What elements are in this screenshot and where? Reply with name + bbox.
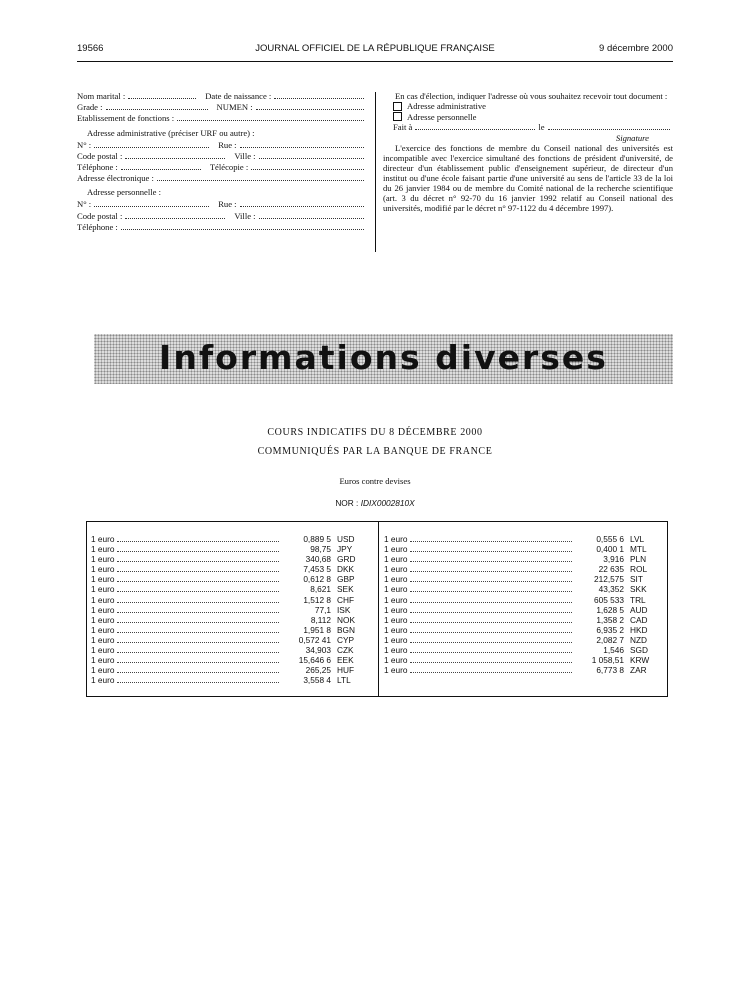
rate-leader (117, 612, 279, 613)
ville2-label: Ville : (234, 210, 256, 221)
rue1-label: Rue : (218, 139, 237, 150)
le-field[interactable] (548, 129, 670, 130)
page-header (77, 43, 673, 59)
rate-row (91, 605, 363, 615)
rate-value: 1,951 8 (303, 624, 331, 635)
rate-value: 605 533 (594, 594, 624, 605)
rate-leader (410, 652, 572, 653)
rate-value: 265,25 (305, 665, 331, 676)
option-perso[interactable] (383, 112, 673, 123)
rate-currency: ZAR (630, 665, 647, 676)
nom-marital-label: Nom marital : (77, 91, 126, 101)
rate-label: 1 euro (384, 655, 408, 666)
rate-leader (117, 571, 279, 572)
table-divider (378, 522, 379, 696)
rate-leader (410, 662, 572, 663)
rate-label: 1 euro (91, 624, 115, 635)
rate-row (384, 544, 656, 554)
rate-leader (117, 541, 279, 542)
rue2-field[interactable] (240, 206, 364, 207)
rate-leader (410, 672, 572, 673)
option-admin-label: Adresse administrative (407, 101, 486, 112)
rate-leader (410, 642, 572, 643)
nor-code: IDIX0002810X (360, 498, 415, 508)
rate-currency: ROL (630, 564, 648, 575)
rate-label: 1 euro (384, 584, 408, 595)
form-row-email (77, 173, 367, 184)
rate-leader (117, 602, 279, 603)
rate-value: 43,352 (598, 584, 624, 595)
rate-label: 1 euro (384, 645, 408, 656)
rate-value: 0,400 1 (596, 544, 624, 555)
rate-leader (410, 632, 572, 633)
rate-currency: NZD (630, 634, 648, 645)
form-row-no1 (77, 140, 367, 151)
numen-label: NUMEN : (216, 102, 253, 113)
rate-value: 0,889 5 (303, 534, 331, 544)
signature-label: Signature (615, 133, 649, 143)
etablissement-label: Etablissement de fonctions : (77, 113, 175, 124)
grade-label: Grade : (77, 102, 103, 113)
rate-leader (117, 622, 279, 623)
rate-leader (117, 591, 279, 592)
rate-label: 1 euro (384, 614, 408, 625)
rate-leader (117, 682, 279, 683)
rate-currency: AUD (630, 604, 648, 615)
rate-currency: HUF (337, 665, 355, 676)
rate-leader (410, 571, 572, 572)
rate-currency: ISK (337, 604, 351, 615)
rate-label: 1 euro (384, 534, 408, 544)
rate-label: 1 euro (384, 564, 408, 575)
rate-row (91, 645, 363, 655)
rate-leader (117, 672, 279, 673)
nor-line (77, 498, 673, 508)
code-postal1-field[interactable] (125, 158, 225, 159)
fait-a-label: Fait à (393, 122, 413, 132)
rate-currency: GRD (337, 554, 356, 565)
form-row-cp1 (77, 151, 367, 162)
banner-title: Informations diverses (159, 338, 608, 377)
checkbox-admin[interactable] (393, 102, 402, 111)
rate-leader (410, 551, 572, 552)
rate-row (384, 605, 656, 615)
rate-currency: CYP (337, 634, 355, 645)
form-row-grade (77, 102, 367, 113)
rate-row (384, 564, 656, 574)
rate-row (384, 595, 656, 605)
rate-currency: CZK (337, 645, 354, 656)
option-perso-label: Adresse personnelle (407, 111, 477, 122)
rate-currency: JPY (337, 544, 353, 555)
le-label: le (538, 122, 545, 132)
rate-currency: USD (337, 534, 355, 544)
rate-label: 1 euro (91, 554, 115, 565)
fait-a-field[interactable] (415, 129, 535, 130)
no1-field[interactable] (94, 147, 209, 148)
rate-value: 8,112 (310, 614, 331, 625)
rate-leader (117, 581, 279, 582)
rate-leader (410, 581, 572, 582)
rate-label: 1 euro (91, 544, 115, 555)
rue2-label: Rue : (218, 199, 237, 210)
rate-row (91, 655, 363, 665)
rate-value: 1,512 8 (303, 594, 331, 605)
rate-row (384, 635, 656, 645)
rate-row (384, 574, 656, 584)
date-naissance-label: Date de naissance : (205, 91, 272, 101)
rate-leader (410, 602, 572, 603)
rate-row (384, 584, 656, 594)
rate-value: 340,68 (305, 554, 331, 565)
rate-label: 1 euro (91, 645, 115, 656)
rate-row (91, 615, 363, 625)
rate-value: 3,558 4 (303, 675, 331, 686)
election-intro: En cas d'élection, indiquer l'adresse où vous souhaitez recevoir tout document : (395, 91, 668, 101)
rate-row (384, 615, 656, 625)
ville1-label: Ville : (234, 150, 256, 161)
telecopie-label: Télécopie : (209, 161, 249, 172)
rate-value: 34,903 (305, 645, 331, 656)
form-row-cp2 (77, 211, 367, 222)
code-postal2-label: Code postal : (77, 210, 123, 221)
rate-row (91, 554, 363, 564)
rate-currency: CAD (630, 614, 648, 625)
rate-label: 1 euro (91, 604, 115, 615)
rate-value: 77,1 (314, 604, 331, 615)
rate-row (384, 645, 656, 655)
rate-row (91, 584, 363, 594)
rate-currency: EEK (337, 655, 354, 666)
ville2-field[interactable] (259, 218, 364, 219)
rate-currency: LVL (630, 534, 645, 544)
ville1-field[interactable] (259, 158, 364, 159)
date-naissance-field[interactable] (274, 98, 364, 99)
rate-value: 1,628 5 (596, 604, 624, 615)
rate-value: 1 058,51 (591, 655, 624, 666)
section-banner (94, 334, 673, 384)
journal-title: JOURNAL OFFICIEL DE LA RÉPUBLIQUE FRANÇAISE (255, 43, 495, 54)
rate-value: 7,453 5 (303, 564, 331, 575)
rate-row (91, 544, 363, 554)
rate-currency: TRL (630, 594, 646, 605)
rate-value: 0,612 8 (303, 574, 331, 585)
rate-leader (410, 561, 572, 562)
adresse-perso-title: Adresse personnelle : (87, 187, 161, 198)
rate-row (91, 665, 363, 675)
rate-label: 1 euro (384, 634, 408, 645)
option-admin[interactable] (383, 101, 673, 112)
numen-field[interactable] (256, 109, 364, 110)
form-row-tel2 (77, 222, 367, 233)
incompatibility-notice: L'exercice des fonctions de membre du Conseil national des universités est incompatible avec l'exercice simultané des fonctions de président d'université, de directeur d'un établissement public d'enseignement supérieur, de directeur d'un institut ou d'une école faisant partie d'une université au sens de l'article 33 de la loi du 26 janvier 1984 ou de membre du Comité national de la recherche scientifique (art. 3 du décret n° 92-70 du 16 janvier 1992 relatif au Conseil national des universités, modifié par le décret n° 97-1122 du 4 décembre 1997). (383, 143, 673, 213)
rate-label: 1 euro (91, 534, 115, 544)
rate-value: 3,916 (603, 554, 624, 565)
rate-leader (117, 551, 279, 552)
rate-currency: GBP (337, 574, 355, 585)
no2-field[interactable] (94, 206, 209, 207)
column-divider (375, 92, 376, 252)
rate-label: 1 euro (384, 544, 408, 555)
rate-leader (410, 591, 572, 592)
rate-row (91, 595, 363, 605)
rate-value: 1,546 (603, 645, 624, 656)
checkbox-perso[interactable] (393, 112, 402, 121)
rate-leader (117, 642, 279, 643)
no1-label: N° : (77, 139, 92, 150)
rate-leader (117, 662, 279, 663)
rate-label: 1 euro (91, 574, 115, 585)
rate-row (91, 635, 363, 645)
rate-label: 1 euro (384, 665, 408, 676)
form-row-no2 (77, 199, 367, 210)
rate-value: 1,358 2 (596, 614, 624, 625)
rate-label: 1 euro (91, 675, 115, 686)
rate-label: 1 euro (91, 614, 115, 625)
rate-row (384, 655, 656, 665)
telephone1-label: Téléphone : (77, 161, 118, 172)
rate-value: 2,082 7 (596, 634, 624, 645)
rate-leader (410, 622, 572, 623)
adresse-admin-title: Adresse administrative (préciser URF ou autre) : (87, 127, 255, 138)
rate-value: 8,621 (310, 584, 331, 595)
rate-value: 22 635 (598, 564, 624, 575)
cours-subtitle: Euros contre devises (339, 476, 411, 486)
page-number: 19566 (77, 43, 104, 54)
rate-label: 1 euro (91, 655, 115, 666)
rate-value: 212,575 (594, 574, 624, 585)
rate-currency: HKD (630, 624, 648, 635)
rate-row (384, 625, 656, 635)
rate-currency: SIT (630, 574, 643, 585)
rate-currency: SEK (337, 584, 354, 595)
code-postal1-label: Code postal : (77, 150, 123, 161)
rate-leader (410, 612, 572, 613)
rate-currency: PLN (630, 554, 647, 565)
header-rule (77, 61, 673, 62)
rate-value: 0,572 41 (298, 634, 331, 645)
rate-leader (410, 541, 572, 542)
rate-currency: BGN (337, 624, 355, 635)
adresse-electronique-field[interactable] (157, 180, 364, 181)
adresse-electronique-label: Adresse électronique : (77, 173, 154, 184)
rate-currency: LTL (337, 675, 351, 686)
rate-value: 98,75 (310, 544, 331, 555)
rate-label: 1 euro (384, 604, 408, 615)
rate-row (384, 665, 656, 675)
rate-label: 1 euro (384, 624, 408, 635)
rate-currency: DKK (337, 564, 355, 575)
rate-currency: SGD (630, 645, 648, 656)
form-row-tel1 (77, 162, 367, 173)
election-section (383, 91, 673, 213)
rate-row (91, 675, 363, 685)
rue1-field[interactable] (240, 147, 364, 148)
rate-value: 6,935 2 (596, 624, 624, 635)
rate-leader (117, 561, 279, 562)
rate-value: 15,646 6 (298, 655, 331, 666)
rate-leader (117, 652, 279, 653)
rate-label: 1 euro (91, 634, 115, 645)
fait-row (383, 122, 673, 133)
cours-title-line1: COURS INDICATIFS DU 8 DÉCEMBRE 2000 (267, 427, 483, 438)
telecopie-field[interactable] (251, 169, 364, 170)
etablissement-field[interactable] (177, 120, 364, 121)
rate-label: 1 euro (384, 594, 408, 605)
rate-label: 1 euro (91, 584, 115, 595)
nor-label: NOR : (335, 498, 359, 508)
rate-value: 6,773 8 (596, 665, 624, 676)
form-row-etablissement (77, 113, 367, 124)
telephone1-field[interactable] (121, 169, 201, 170)
rate-label: 1 euro (384, 574, 408, 585)
code-postal2-field[interactable] (125, 218, 225, 219)
rates-column-right (384, 534, 656, 675)
rate-currency: SKK (630, 584, 647, 595)
form-row-nom (77, 91, 367, 102)
rate-currency: KRW (630, 655, 650, 666)
rate-row (384, 554, 656, 564)
rates-column-left (91, 534, 363, 685)
rate-currency: NOK (337, 614, 355, 625)
rate-value: 0,555 6 (596, 534, 624, 544)
rate-row (91, 625, 363, 635)
grade-field[interactable] (106, 109, 208, 110)
no2-label: N° : (77, 199, 92, 210)
rate-currency: CHF (337, 594, 355, 605)
telephone2-label: Téléphone : (77, 221, 118, 232)
rate-row (91, 564, 363, 574)
nom-marital-field[interactable] (128, 98, 196, 99)
rate-currency: MTL (630, 544, 647, 555)
rate-label: 1 euro (91, 564, 115, 575)
rate-row (91, 574, 363, 584)
cours-title-line2: COMMUNIQUÉS PAR LA BANQUE DE FRANCE (257, 446, 493, 457)
rate-label: 1 euro (91, 594, 115, 605)
telephone2-field[interactable] (121, 229, 364, 230)
candidate-form (77, 91, 367, 233)
rate-label: 1 euro (384, 554, 408, 565)
exchange-rates-table (86, 521, 668, 697)
rate-row (91, 534, 363, 544)
rate-row (384, 534, 656, 544)
issue-date: 9 décembre 2000 (599, 43, 673, 54)
rate-leader (117, 632, 279, 633)
rate-label: 1 euro (91, 665, 115, 676)
